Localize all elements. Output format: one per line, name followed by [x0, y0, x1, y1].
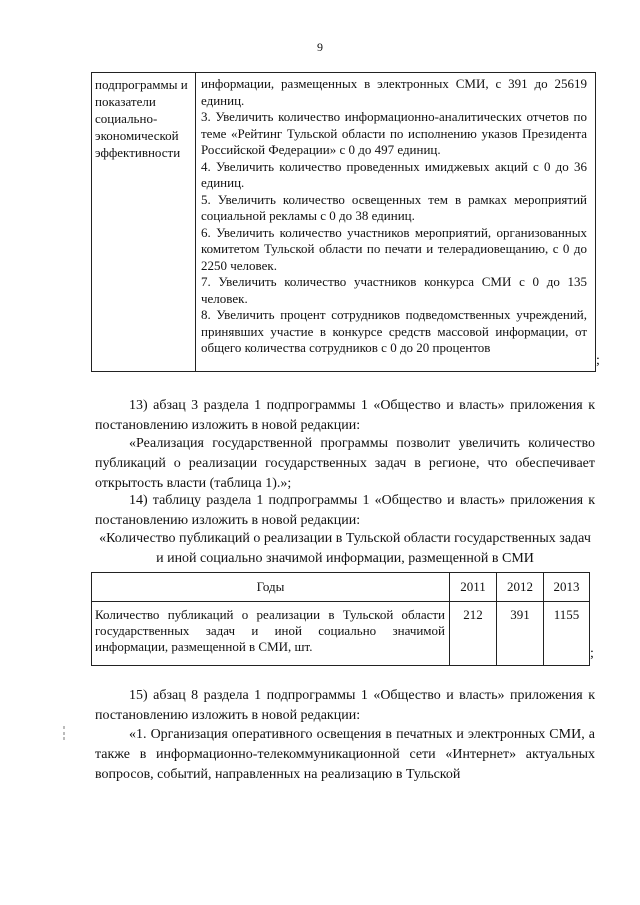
table-title: «Количество публикаций о реализации в Тульской области государственных задач и иной социально значимой информации, размещенной в СМИ [99, 531, 591, 566]
indicator-item: 6. Увеличить количество участников мероприятий, организованных комитетом Тульской области по печати и телерадиовещанию, с 0 до 2250 человек. [201, 224, 587, 273]
paragraph-13: 13) абзац 3 раздела 1 подпрограммы 1 «Общество и власть» приложения к постановлению изложить в новой редакции: [95, 398, 595, 433]
margin-mark [63, 726, 65, 740]
indicator-item: 8. Увеличить процент сотрудников подведомственных учреждений, принявших участие в конкурсе средств массовой информации, от общего количества сотрудников с 0 до 20 процентов [201, 307, 587, 355]
table-cell-value: 1155 [544, 602, 590, 666]
year-header: 2011 [450, 573, 497, 602]
paragraph-13-quote: «Реализация государственной программы позволит увеличить количество публикаций о реализации государственных задач в регионе, что обеспечивает открытость власти (таблица 1).»; [95, 436, 595, 491]
publications-table [91, 572, 590, 666]
indicator-item: 5. Увеличить количество освещенных тем в рамках мероприятий социальной рекламы с 0 до 38 единиц. [201, 191, 587, 223]
paragraph-15: 15) абзац 8 раздела 1 подпрограммы 1 «Общество и власть» приложения к постановлению изложить в новой редакции: [95, 688, 595, 723]
year-header: 2012 [497, 573, 544, 602]
table-cell-value: 391 [497, 602, 544, 666]
indicator-item: 3. Увеличить количество информационно-аналитических отчетов по теме «Рейтинг Тульской области по исполнению указов Президента Российской Федерации» с 0 до 497 единиц. [201, 109, 587, 157]
indicators-table [91, 72, 596, 372]
year-header: 2013 [544, 573, 590, 602]
table-end-semicolon: ; [590, 646, 594, 661]
paragraph-14: 14) таблицу раздела 1 подпрограммы 1 «Общество и власть» приложения к постановлению изложить в новой редакции: [95, 493, 595, 528]
table-cell-value: 212 [450, 602, 497, 666]
page-number: 9 [317, 40, 323, 54]
years-header: Годы [92, 573, 450, 602]
indicators-table-left-cell: подпрограммы и показатели социально-экономической эффективности [92, 73, 196, 371]
table-end-semicolon: ; [596, 353, 600, 368]
indicators-table-right-cell [196, 73, 595, 371]
row-label: Количество публикаций о реализации в Тульской области государственных задач и иной социально значимой информации, размещенной в СМИ, шт. [92, 602, 450, 666]
paragraph-15-quote: «1. Организация оперативного освещения в печатных и электронных СМИ, а также в информационно-телекоммуникационной сети «Интернет» актуальных вопросов, событий, направленных на реализацию в Тульской [95, 727, 595, 782]
indicator-item: 7. Увеличить количество участников конкурса СМИ с 0 до 135 человек. [201, 274, 587, 306]
indicator-item: информации, размещенных в электронных СМИ, с 391 до 25619 единиц. [201, 76, 587, 108]
indicator-item: 4. Увеличить количество проведенных имиджевых акций с 0 до 36 единиц. [201, 158, 587, 190]
